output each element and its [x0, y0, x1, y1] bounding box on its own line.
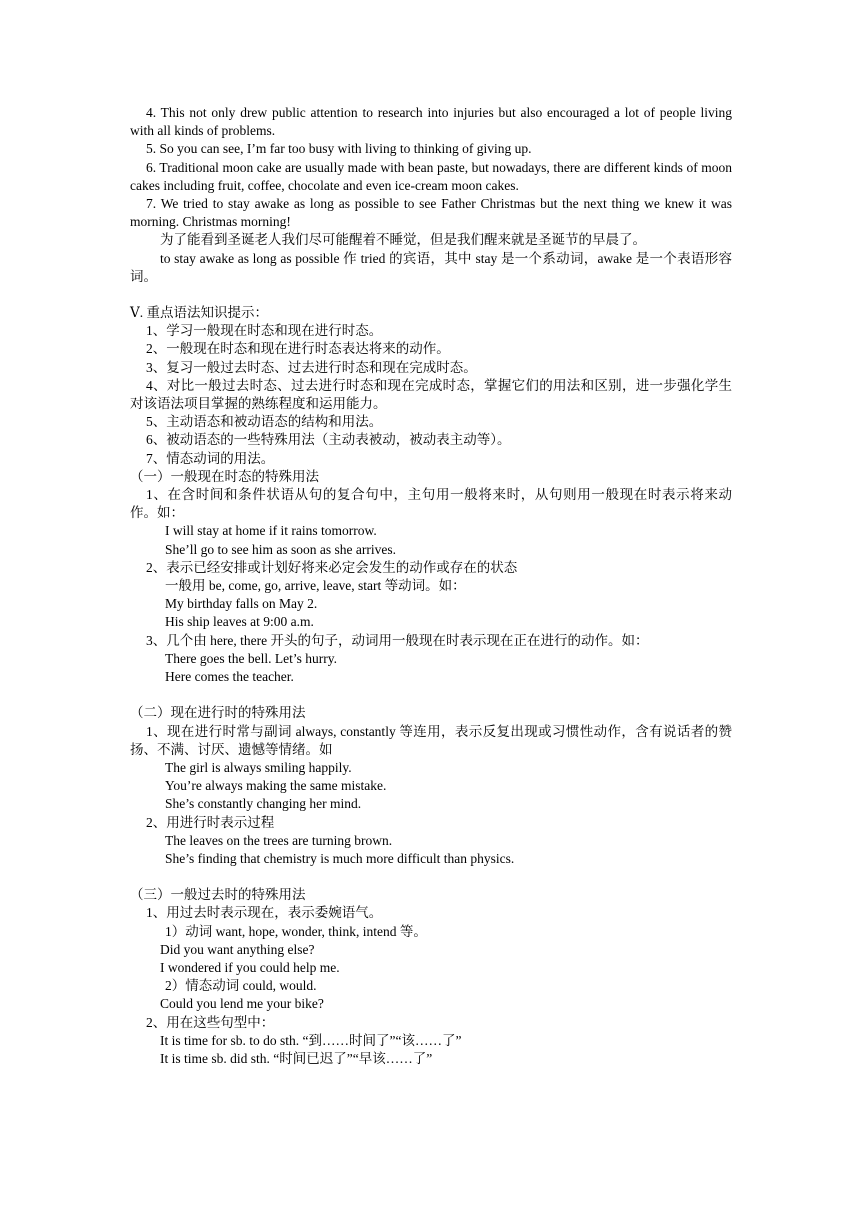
section-1-rule-2: 2、表示已经安排或计划好将来必定会发生的动作或存在的状态 — [146, 559, 518, 575]
sentence-5: 5. So you can see, I’m far too busy with living to thinking of giving up. — [146, 141, 532, 157]
example: I wondered if you could help me. — [160, 959, 340, 975]
document-body — [130, 104, 732, 1068]
grammar-heading: Ⅴ. 重点语法知识提示： — [130, 305, 268, 321]
grammar-point: 1、学习一般现在时态和现在进行时态。 — [146, 323, 383, 339]
sentence-4: 4. This not only drew public attention to research into injuries but also encouraged a lot of people living with all kinds of problems. — [130, 105, 732, 139]
section-3-title: （三）一般过去时的特殊用法 — [130, 887, 306, 903]
section-3-rule-2: 2、用在这些句型中： — [146, 1014, 275, 1030]
sentence-7: 7. We tried to stay awake as long as possible to see Father Christmas but the next thing we knew it was morning. Christmas morning! — [130, 196, 732, 230]
example: She’ll go to see him as soon as she arrives. — [165, 541, 396, 557]
section-2-title: （二）现在进行时的特殊用法 — [130, 705, 306, 721]
translation: 为了能看到圣诞老人我们尽可能醒着不睡觉，但是我们醒来就是圣诞节的早晨了。 — [160, 232, 646, 248]
explanation: to stay awake as long as possible 作 tried 的宾语，其中 stay 是一个系动词，awake 是一个表语形容词。 — [130, 250, 732, 284]
grammar-point: 5、主动语态和被动语态的结构和用法。 — [146, 414, 383, 430]
example: Here comes the teacher. — [165, 669, 294, 685]
example: The girl is always smiling happily. — [165, 759, 352, 775]
grammar-point: 4、对比一般过去时态、过去进行时态和现在完成时态，掌握它们的用法和区别，进一步强化学生对该语法项目掌握的熟练程度和运用能力。 — [130, 377, 732, 412]
example: My birthday falls on May 2. — [165, 596, 318, 612]
section-3-rule-1-b: 2）情态动词 could, would. — [165, 978, 317, 994]
example: The leaves on the trees are turning brown. — [165, 832, 393, 848]
section-1-rule-1: 1、在含时间和条件状语从句的复合句中，主句用一般将来时，从句则用一般现在时表示将来动作。如： — [130, 487, 732, 521]
example: She’s constantly changing her mind. — [165, 796, 362, 812]
example: She’s finding that chemistry is much more difficult than physics. — [165, 850, 515, 866]
section-1-rule-2-note: 一般用 be, come, go, arrive, leave, start 等动词。如： — [165, 578, 466, 594]
example: You’re always making the same mistake. — [165, 778, 387, 794]
example: Could you lend me your bike? — [160, 996, 324, 1012]
section-2-rule-2: 2、用进行时表示过程 — [146, 814, 275, 830]
section-1-title: （一）一般现在时态的特殊用法 — [130, 468, 319, 484]
grammar-point: 2、一般现在时态和现在进行时态表达将来的动作。 — [146, 341, 450, 357]
example: It is time sb. did sth. “时间已迟了”“早该……了” — [160, 1050, 433, 1066]
example: I will stay at home if it rains tomorrow. — [165, 523, 377, 539]
grammar-point: 6、被动语态的一些特殊用法（主动表被动，被动表主动等）。 — [146, 432, 511, 448]
example: Did you want anything else? — [160, 941, 315, 957]
section-3-rule-1-a: 1）动词 want, hope, wonder, think, intend 等。 — [165, 923, 427, 939]
example: His ship leaves at 9:00 a.m. — [165, 614, 314, 630]
section-3-rule-1: 1、用过去时表示现在，表示委婉语气。 — [146, 905, 383, 921]
sentence-6: 6. Traditional moon cake are usually made with bean paste, but nowadays, there are different kinds of moon cakes including fruit, coffee, chocolate and even ice-cream moon cakes. — [130, 159, 732, 193]
example: It is time for sb. to do sth. “到……时间了”“该……了” — [160, 1032, 462, 1048]
section-2-rule-1: 1、现在进行时常与副词 always, constantly 等连用，表示反复出现或习惯性动作，含有说话者的赞扬、不满、讨厌、遗憾等情绪。如 — [130, 723, 732, 757]
example: There goes the bell. Let’s hurry. — [165, 650, 337, 666]
section-1-rule-3: 3、几个由 here, there 开头的句子，动词用一般现在时表示现在正在进行的动作。如： — [146, 632, 649, 648]
grammar-point: 3、复习一般过去时态、过去进行时态和现在完成时态。 — [146, 359, 477, 375]
grammar-point: 7、情态动词的用法。 — [146, 450, 275, 466]
